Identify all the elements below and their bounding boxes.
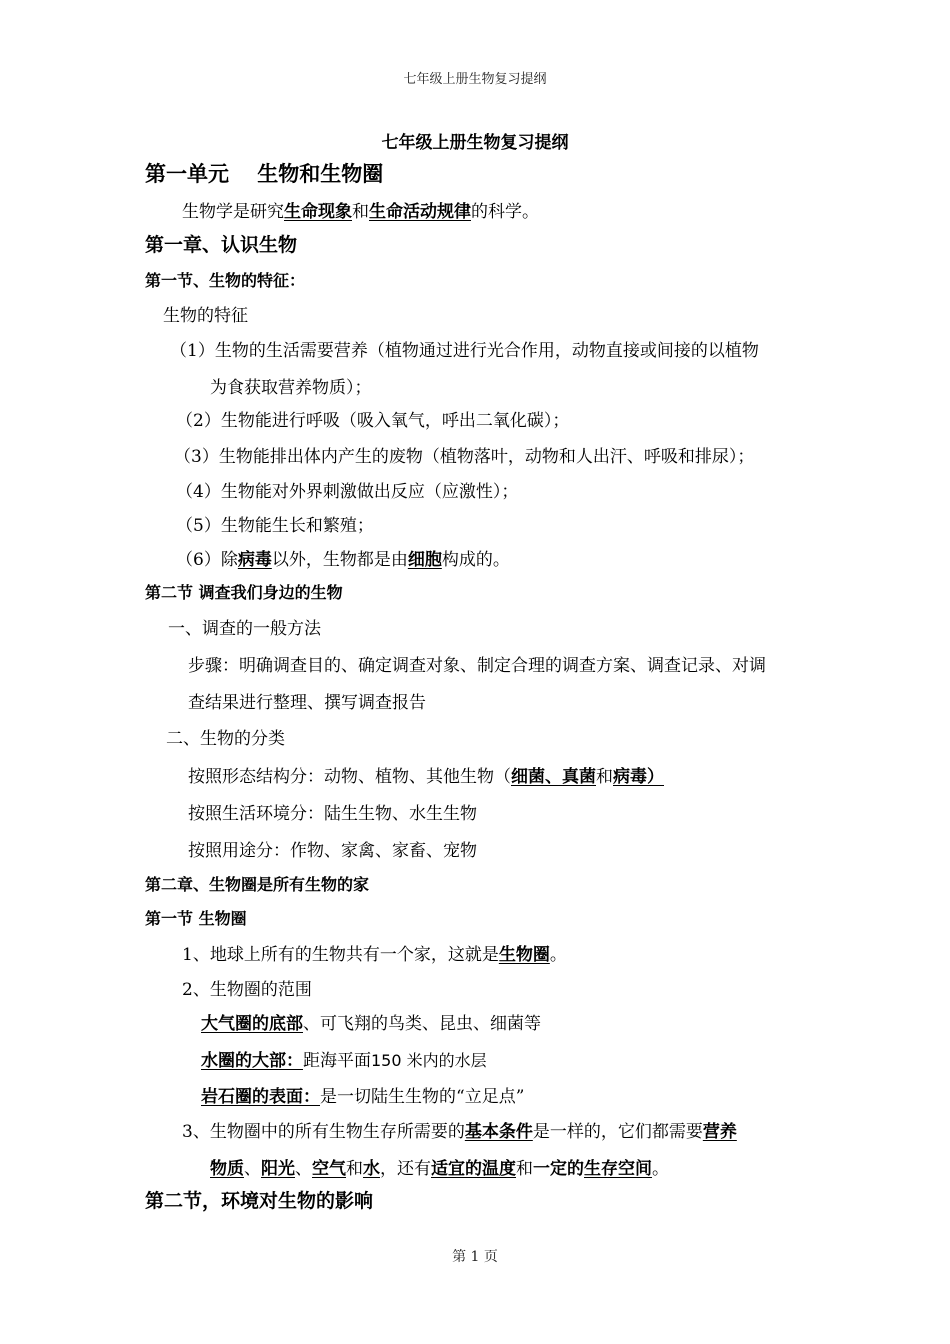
features-title: 生物的特征 <box>163 306 248 326</box>
classification-item: 按照生活环境分：陆生生物、水生生物 <box>188 804 477 824</box>
subsection-title: 一、调查的一般方法 <box>168 619 321 639</box>
text: 、 <box>244 1159 261 1179</box>
text: 、可飞翔的鸟类、昆虫、细菌等 <box>303 1014 541 1034</box>
text: 距海平面 <box>303 1051 371 1071</box>
range-item <box>201 1009 541 1034</box>
list-item: 2、生物圈的范围 <box>182 980 312 1000</box>
key-term: 空气 <box>312 1159 346 1179</box>
feature-item: （1）生物的生活需要营养（植物通过进行光合作用，动物直接或间接的以植物 <box>170 341 759 361</box>
feature-item: （3）生物能排出体内产生的废物（植物落叶，动物和人出汗、呼吸和排尿）； <box>174 447 755 467</box>
text: 和 <box>516 1159 533 1179</box>
feature-item <box>176 545 510 570</box>
text: （6）除 <box>176 550 238 570</box>
intro-text: 的科学。 <box>471 202 539 222</box>
feature-item: （5）生物能生长和繁殖； <box>176 516 374 536</box>
text: 150 米内的水层 <box>371 1051 487 1070</box>
key-term: 适宜的温度 <box>431 1159 516 1179</box>
key-term: 基本条件 <box>464 1122 533 1142</box>
section-heading: 第一节 生物圈 <box>145 909 247 928</box>
text: 是一样的，它们都需要 <box>532 1122 703 1142</box>
page-header: 七年级上册生物复习提纲 <box>403 72 547 87</box>
intro-text: 生物学是研究 <box>182 202 284 222</box>
key-term: 生物圈 <box>498 945 550 965</box>
text: 是一切陆生生物的“立足点” <box>320 1087 525 1107</box>
text: 1、地球上所有的生物共有一个家，这就是 <box>182 945 499 965</box>
section-heading: 第二节，环境对生物的影响 <box>145 1190 374 1212</box>
chapter-heading: 第一章、认识生物 <box>145 234 298 256</box>
key-term: 细菌、真菌 <box>511 767 596 787</box>
text: 、 <box>295 1159 312 1179</box>
feature-item: （2）生物能进行呼吸（吸入氧气，呼出二氧化碳）； <box>176 411 570 431</box>
text: 构成的。 <box>441 550 510 570</box>
text: 。 <box>549 945 567 965</box>
text: 按照形态结构分：动物、植物、其他生物（ <box>188 767 511 787</box>
classification-item <box>188 762 664 787</box>
key-term: 生命现象 <box>284 202 352 222</box>
chapter-heading: 第二章、生物圈是所有生物的家 <box>145 875 370 894</box>
text: 以外，生物都是由 <box>271 550 408 570</box>
key-term: 水圈的大部： <box>201 1051 303 1071</box>
text: 和 <box>346 1159 363 1179</box>
key-term: 岩石圈的表面： <box>201 1087 320 1107</box>
key-term: 物质 <box>210 1159 244 1179</box>
range-item <box>201 1082 524 1107</box>
section-heading: 第一节、生物的特征： <box>145 271 306 290</box>
key-term: 病毒） <box>613 767 664 787</box>
subsection-title: 二、生物的分类 <box>166 729 285 749</box>
key-term: 营养 <box>702 1122 737 1142</box>
list-item-continued <box>210 1154 669 1179</box>
key-term: 细胞 <box>407 550 442 570</box>
key-term: 生存空间 <box>584 1159 652 1179</box>
list-item <box>182 1117 737 1142</box>
unit-heading: 第一单元 生物和生物圈 <box>145 161 384 186</box>
text: 3、生物圈中的所有生物生存所需要的 <box>182 1122 465 1142</box>
document-title: 七年级上册生物复习提纲 <box>381 133 569 153</box>
key-term: 水 <box>363 1159 380 1179</box>
page-footer: 第 1 页 <box>452 1249 498 1265</box>
range-item <box>201 1046 487 1071</box>
text: 。 <box>652 1159 669 1179</box>
feature-item: （4）生物能对外界刺激做出反应（应激性）； <box>176 482 519 502</box>
steps-text-continued: 查结果进行整理、撰写调查报告 <box>188 693 426 713</box>
feature-item-continued: 为食获取营养物质）； <box>210 378 372 398</box>
classification-item: 按照用途分：作物、家禽、家畜、宠物 <box>188 841 477 861</box>
intro-paragraph <box>182 197 539 222</box>
key-term: 大气圈的底部 <box>201 1014 303 1034</box>
text: 和 <box>596 767 613 787</box>
text: 一定的 <box>533 1159 584 1179</box>
intro-text: 和 <box>352 202 369 222</box>
key-term: 病毒 <box>237 550 272 570</box>
steps-text: 步骤：明确调查目的、确定调查对象、制定合理的调查方案、调查记录、对调 <box>188 656 766 676</box>
text: ，还有 <box>380 1159 431 1179</box>
key-term: 生命活动规律 <box>369 202 471 222</box>
key-term: 阳光 <box>261 1159 295 1179</box>
section-heading: 第二节 调查我们身边的生物 <box>145 583 343 602</box>
list-item <box>182 940 567 965</box>
